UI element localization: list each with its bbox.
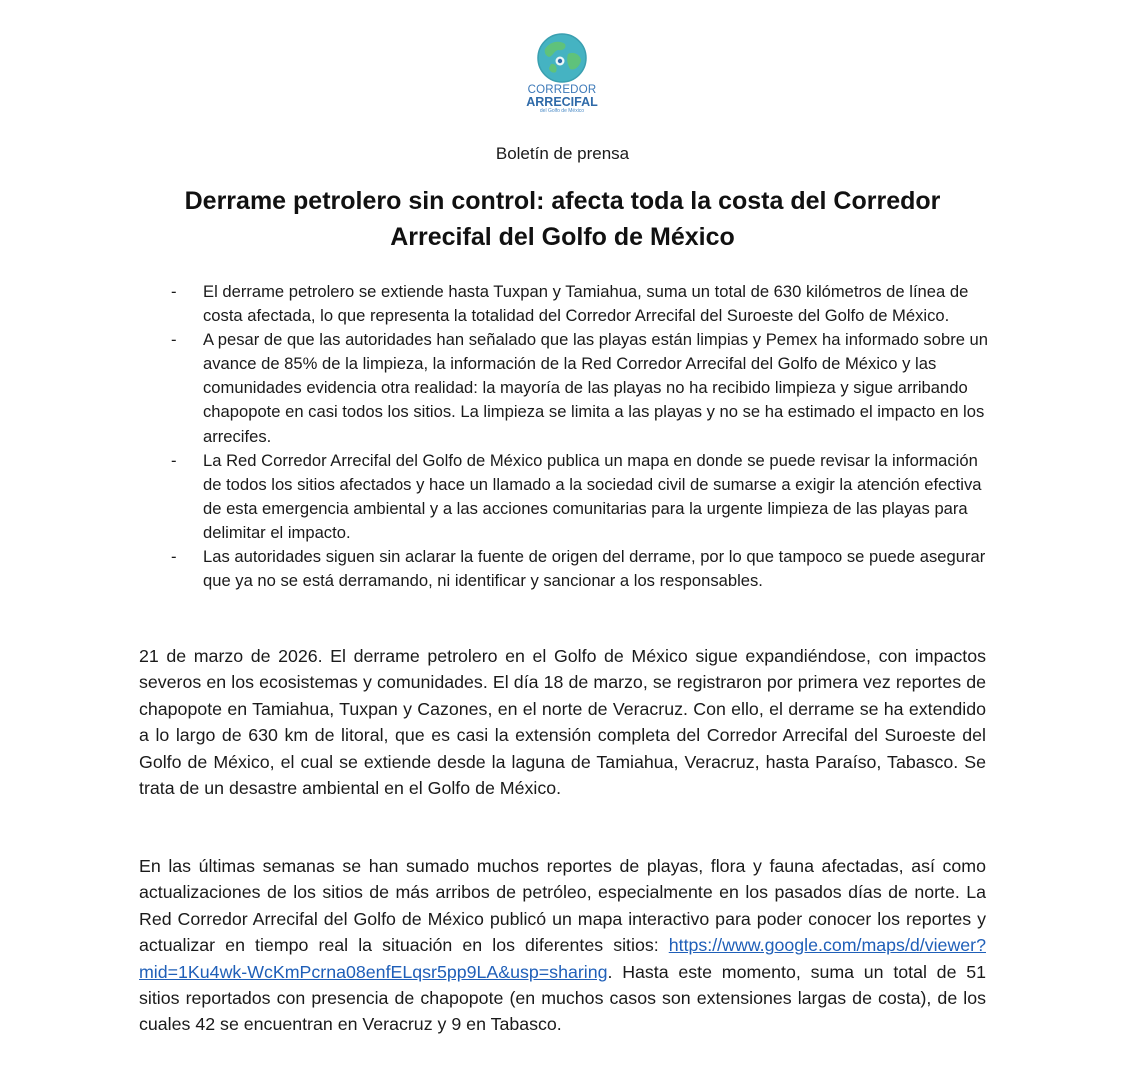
logo-wordmark-line1: CORREDOR — [527, 84, 597, 96]
logo-wordmark-line3: del Golfo de México — [539, 108, 585, 114]
body-paragraph-2 — [139, 853, 986, 1038]
page-title-line2: Arrecifal del Golfo de México — [390, 223, 735, 251]
bullet-dash: - — [171, 450, 177, 470]
map-viewer-link[interactable]: https://www.google.com/maps/d/viewer?mid=1Ku4wk-WcKmPcrna08enfELqsr5pp9LA&usp=sharing — [139, 935, 986, 982]
document-kicker: Boletín de prensa — [495, 144, 630, 163]
bullet-text: La Red Corredor Arrecifal del Golfo de México publica un mapa en donde se puede revisar la información de todos los sitios afectados y hace un llamado a la sociedad civil de sumarse a exigir la atención efectiva de esta emergencia ambiental y a las acciones comunitarias para la urgente limpieza de las playas para delimitar el impacto. — [203, 450, 982, 542]
bullet-item — [140, 449, 990, 545]
paragraph-2-text-before-link: En las últimas semanas se han sumado muchos reportes de playas, flora y fauna afectadas, así como actualizaciones de los sitios de más arribos de petróleo, especialmente en los pasados días de norte. La Red Corredor Arrecifal del Golfo de México publicó un mapa interactivo para poder conocer los reportes y actualizar en tiempo real la situación en los diferentes sitios: — [139, 856, 986, 956]
globe-logo-icon — [536, 32, 588, 84]
bullet-dash: - — [171, 282, 177, 301]
bullet-dash: - — [171, 330, 177, 350]
bullet-dash: - — [171, 547, 177, 567]
summary-bullet-list — [140, 280, 990, 593]
bullet-text: El derrame petrolero se extiende hasta Tuxpan y Tamiahua, suma un total de 630 kilómetros de línea de costa afectada, lo que representa la totalidad del Corredor Arrecifal del Suroeste del Golfo de México. — [203, 282, 969, 326]
bullet-item — [140, 545, 990, 593]
bullet-text: A pesar de que las autoridades han señalado que las playas están limpias y Pemex ha informado sobre un avance de 85% de la limpieza, la información de la Red Corredor Arrecifal del Golfo de México y las comunidades evidencia otra realidad: la mayoría de las playas no ha recibido limpieza y sigue arribando chapopote en casi todos los sitios. La limpieza se limita a las playas y no se ha estimado el impacto en los arrecifes. — [203, 330, 989, 446]
logo-wordmark-line2: ARRECIFAL — [526, 95, 598, 109]
corredor-arrecifal-logo — [520, 32, 604, 122]
paragraph-2-text-after-link: . Hasta este momento, suma un total de 51 sitios reportados con presencia de chapopote (en muchos casos son extensiones largas de costa), de los cuales 42 se encuentran en Veracruz y 9 en Tabasco. — [139, 961, 986, 1035]
page-title-line1: Derrame petrolero sin control: afecta toda la costa del Corredor — [184, 187, 941, 215]
body-paragraph-1: 21 de marzo de 2026. El derrame petrolero en el Golfo de México sigue expandiéndose, con impactos severos en los ecosistemas y comunidades. El día 18 de marzo, se registraron por primera vez reportes de chapopote en Tamiahua, Tuxpan y Cazones, en el norte de Veracruz. Con ello, el derrame se ha extendido a lo largo de 630 km de litoral, que es casi la extensión completa del Corredor Arrecifal del Suroeste del Golfo de México, el cual se extiende desde la laguna de Tamiahua, Veracruz, hasta Paraíso, Tabasco. Se trata de un desastre ambiental en el Golfo de México. — [139, 646, 986, 799]
bullet-text: Las autoridades siguen sin aclarar la fuente de origen del derrame, por lo que tampoco se puede asegurar que ya no se está derramando, ni identificar y sancionar a los responsables. — [203, 547, 986, 591]
page-title — [130, 183, 995, 255]
bullet-item — [140, 328, 990, 448]
bullet-item — [140, 280, 990, 328]
